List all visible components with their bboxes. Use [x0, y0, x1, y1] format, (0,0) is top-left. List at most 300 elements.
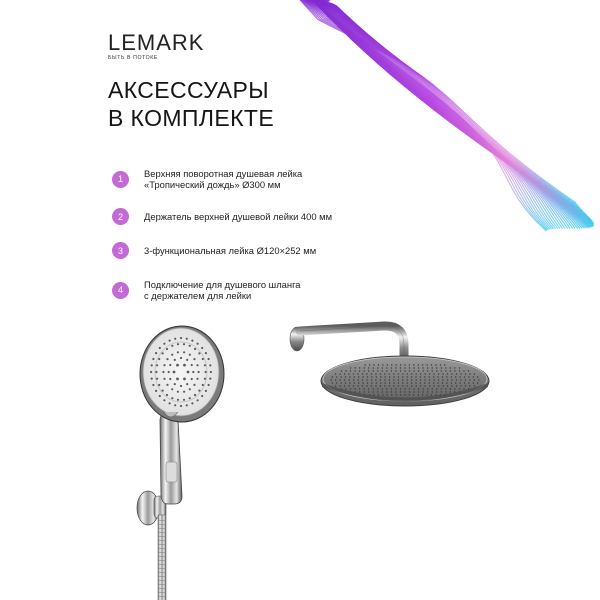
nozzle [359, 370, 360, 371]
nozzle [189, 397, 191, 399]
nozzle [166, 348, 168, 350]
nozzle [375, 373, 376, 374]
nozzle [177, 343, 179, 345]
nozzle [386, 388, 387, 389]
nozzle [459, 367, 460, 368]
nozzle [364, 391, 365, 392]
nozzle [422, 367, 423, 368]
item-text-line-2: с держателем для лейки [144, 290, 252, 301]
nozzle [469, 385, 470, 386]
nozzle [468, 370, 469, 371]
nozzle [426, 394, 427, 395]
nozzle [208, 358, 210, 360]
nozzle [332, 376, 333, 377]
nozzle [196, 378, 198, 380]
nozzle [180, 385, 182, 387]
nozzle [391, 367, 392, 368]
nozzle [150, 371, 152, 373]
brand-tagline: БЫТЬ В ПОТОКЕ [108, 55, 158, 61]
nozzle [183, 378, 186, 381]
nozzle [169, 378, 171, 380]
nozzle [378, 394, 379, 395]
nozzle [350, 367, 351, 368]
nozzle [380, 376, 381, 377]
nozzle [373, 388, 374, 389]
nozzle [400, 391, 401, 392]
nozzle [335, 373, 336, 374]
nozzle [444, 364, 445, 365]
nozzle [387, 394, 388, 395]
nozzle [445, 391, 446, 392]
nozzle [174, 404, 176, 406]
nozzle [445, 367, 446, 368]
nozzle [163, 378, 165, 380]
nozzle [416, 379, 417, 380]
nozzle [413, 364, 414, 365]
nozzle [159, 395, 161, 397]
nozzle [404, 370, 405, 371]
nozzle [385, 382, 386, 383]
nozzle [166, 394, 168, 396]
nozzle [451, 376, 452, 377]
nozzle [331, 379, 332, 380]
nozzle [404, 394, 405, 395]
nozzle [382, 367, 383, 368]
nozzle [424, 379, 425, 380]
nozzle [456, 385, 457, 386]
nozzle [445, 388, 446, 389]
nozzle [400, 370, 401, 371]
nozzle [357, 385, 358, 386]
nozzle [191, 340, 193, 342]
item-number-badge: 1 [112, 171, 129, 188]
nozzle [445, 370, 446, 371]
nozzle [183, 399, 185, 401]
nozzle [425, 385, 426, 386]
nozzle [345, 370, 346, 371]
nozzle [409, 364, 410, 365]
nozzle [436, 388, 437, 389]
nozzle [180, 337, 182, 339]
nozzle [359, 391, 360, 392]
nozzle [348, 379, 349, 380]
nozzle [345, 382, 346, 383]
nozzle [396, 364, 397, 365]
nozzle [186, 338, 188, 340]
nozzle [391, 394, 392, 395]
nozzle [363, 388, 364, 389]
nozzle [169, 402, 171, 404]
nozzle [474, 379, 475, 380]
nozzle [371, 379, 372, 380]
nozzle [386, 391, 387, 392]
nozzle [349, 382, 350, 383]
item-text-line-1: Подключение для душевого шланга [144, 279, 301, 290]
nozzle [194, 348, 196, 350]
nozzle [407, 385, 408, 386]
nozzle [382, 394, 383, 395]
nozzle [456, 373, 457, 374]
nozzle [404, 367, 405, 368]
nozzle [368, 370, 369, 371]
nozzle [358, 382, 359, 383]
nozzle [197, 399, 199, 401]
nozzle [422, 391, 423, 392]
nozzle [432, 367, 433, 368]
nozzle [407, 376, 408, 377]
nozzle [202, 358, 204, 360]
nozzle [205, 352, 207, 354]
nozzle [345, 376, 346, 377]
nozzle [460, 379, 461, 380]
nozzle [371, 376, 372, 377]
nozzle [460, 385, 461, 386]
nozzle [344, 379, 345, 380]
nozzle [163, 399, 165, 401]
nozzle [433, 385, 434, 386]
nozzle [362, 385, 363, 386]
nozzle [435, 364, 436, 365]
nozzle [377, 391, 378, 392]
nozzle [357, 379, 358, 380]
nozzle [176, 378, 179, 381]
nozzle [407, 373, 408, 374]
nozzle [155, 371, 157, 373]
nozzle [196, 364, 198, 366]
nozzle [368, 391, 369, 392]
nozzle [350, 370, 351, 371]
nozzle [382, 364, 383, 365]
nozzle [209, 364, 211, 366]
nozzle [380, 373, 381, 374]
nozzle [162, 352, 164, 354]
nozzle [413, 394, 414, 395]
nozzle [173, 371, 176, 374]
nozzle [437, 382, 438, 383]
nozzle [354, 388, 355, 389]
nozzle [368, 388, 369, 389]
nozzle [208, 384, 210, 386]
nozzle [162, 371, 164, 373]
nozzle [411, 379, 412, 380]
nozzle [442, 382, 443, 383]
nozzle [368, 367, 369, 368]
nozzle [373, 370, 374, 371]
nozzle [386, 370, 387, 371]
nozzle [433, 379, 434, 380]
nozzle [446, 382, 447, 383]
nozzle [446, 376, 447, 377]
hand-shower [137, 326, 224, 600]
nozzle [413, 367, 414, 368]
nozzle [398, 373, 399, 374]
nozzle [395, 367, 396, 368]
nozzle [201, 347, 203, 349]
nozzle [373, 391, 374, 392]
nozzle [344, 373, 345, 374]
nozzle [358, 376, 359, 377]
nozzle [469, 379, 470, 380]
nozzle [189, 354, 191, 356]
nozzle [355, 367, 356, 368]
nozzle [362, 376, 363, 377]
nozzle [395, 370, 396, 371]
nozzle [463, 370, 464, 371]
nozzle [354, 382, 355, 383]
nozzle [377, 367, 378, 368]
nozzle [158, 358, 160, 360]
item-number-badge: 3 [112, 242, 129, 259]
nozzle [365, 364, 366, 365]
nozzle [367, 376, 368, 377]
nozzle [451, 379, 452, 380]
item-text-line-1: Держатель верхней душевой лейки 400 мм [144, 211, 333, 222]
nozzle [469, 373, 470, 374]
nozzle [447, 385, 448, 386]
nozzle [151, 378, 153, 380]
nozzle [407, 379, 408, 380]
nozzle [357, 373, 358, 374]
nozzle [335, 385, 336, 386]
nozzle [341, 370, 342, 371]
nozzle [407, 382, 408, 383]
nozzle [174, 338, 176, 340]
nozzle [477, 382, 478, 383]
nozzle [389, 385, 390, 386]
nozzle [391, 391, 392, 392]
nozzle [393, 379, 394, 380]
nozzle [420, 379, 421, 380]
nozzle [413, 388, 414, 389]
nozzle [411, 376, 412, 377]
nozzle [340, 379, 341, 380]
nozzle [464, 382, 465, 383]
nozzle [377, 370, 378, 371]
nozzle [393, 385, 394, 386]
nozzle [427, 388, 428, 389]
nozzle [359, 367, 360, 368]
nozzle [375, 385, 376, 386]
nozzle [177, 391, 179, 393]
nozzle [400, 364, 401, 365]
nozzle [398, 376, 399, 377]
nozzle [395, 391, 396, 392]
nozzle [180, 357, 182, 359]
nozzle [349, 376, 350, 377]
nozzle [432, 370, 433, 371]
nozzle [447, 379, 448, 380]
nozzle [371, 382, 372, 383]
nozzle [436, 370, 437, 371]
nozzle [409, 391, 410, 392]
nozzle [210, 371, 212, 373]
nozzle [376, 376, 377, 377]
nozzle [336, 382, 337, 383]
nozzle [362, 373, 363, 374]
nozzle [402, 385, 403, 386]
nozzle [393, 376, 394, 377]
nozzle [442, 379, 443, 380]
nozzle [205, 390, 207, 392]
nozzle [451, 385, 452, 386]
nozzle [391, 364, 392, 365]
nozzle [194, 394, 196, 396]
nozzle [198, 371, 200, 373]
nozzle [201, 395, 203, 397]
nozzle [427, 367, 428, 368]
nozzle [442, 385, 443, 386]
nozzle [423, 388, 424, 389]
nozzle [437, 376, 438, 377]
nozzle [450, 388, 451, 389]
nozzle [438, 379, 439, 380]
nozzle [432, 388, 433, 389]
nozzle [404, 388, 405, 389]
nozzle [377, 388, 378, 389]
nozzle [433, 376, 434, 377]
nozzle [204, 364, 206, 366]
item-number-badge: 4 [112, 282, 129, 299]
nozzle [362, 379, 363, 380]
nozzle [422, 364, 423, 365]
nozzle [183, 343, 185, 345]
nozzle [424, 376, 425, 377]
nozzle [380, 382, 381, 383]
nozzle [393, 373, 394, 374]
nozzle [395, 388, 396, 389]
nozzle [371, 373, 372, 374]
nozzle [156, 364, 158, 366]
nozzle [400, 388, 401, 389]
nozzle [373, 367, 374, 368]
page-title-line-1: АКСЕССУАРЫ [108, 77, 270, 103]
nozzle [332, 382, 333, 383]
nozzle [339, 385, 340, 386]
nozzle [436, 367, 437, 368]
nozzle [362, 382, 363, 383]
nozzle [451, 373, 452, 374]
nozzle [384, 385, 385, 386]
nozzle [378, 364, 379, 365]
nozzle [456, 379, 457, 380]
nozzle [202, 384, 204, 386]
nozzle [169, 364, 171, 366]
nozzle [420, 382, 421, 383]
nozzle [380, 379, 381, 380]
nozzle [151, 364, 153, 366]
nozzle [376, 382, 377, 383]
nozzle [438, 385, 439, 386]
nozzle [431, 364, 432, 365]
nozzle [339, 373, 340, 374]
nozzle [477, 376, 478, 377]
nozzle [363, 370, 364, 371]
page-title-line-2: В КОМПЛЕКТЕ [108, 105, 275, 131]
nozzle [438, 373, 439, 374]
nozzle [183, 351, 185, 353]
nozzle [382, 391, 383, 392]
nozzle [366, 385, 367, 386]
nozzle [433, 373, 434, 374]
nozzle [400, 394, 401, 395]
nozzle [441, 367, 442, 368]
nozzle [389, 376, 390, 377]
item-text-line-1: 3-функциональная лейка Ø120×252 мм [144, 245, 317, 256]
nozzle [465, 385, 466, 386]
nozzle [468, 376, 469, 377]
nozzle [450, 370, 451, 371]
item-text-line-2: «Тропический дождь» Ø300 мм [144, 179, 281, 190]
nozzle [174, 383, 176, 385]
nozzle [180, 405, 182, 407]
nozzle [191, 378, 193, 380]
nozzle [171, 354, 173, 356]
nozzle [186, 404, 188, 406]
nozzle [459, 370, 460, 371]
nozzle [389, 382, 390, 383]
nozzle [418, 370, 419, 371]
nozzle [189, 388, 191, 390]
nozzle [418, 367, 419, 368]
nozzle [384, 379, 385, 380]
nozzle [353, 379, 354, 380]
nozzle [420, 376, 421, 377]
nozzle [429, 376, 430, 377]
nozzle [464, 376, 465, 377]
nozzle [402, 382, 403, 383]
nozzle [427, 370, 428, 371]
nozzle [409, 394, 410, 395]
nozzle [420, 385, 421, 386]
nozzle [366, 373, 367, 374]
nozzle [429, 382, 430, 383]
nozzle [155, 352, 157, 354]
nozzle [460, 373, 461, 374]
nozzle [447, 373, 448, 374]
nozzle [382, 388, 383, 389]
nozzle [204, 378, 206, 380]
nozzle [416, 385, 417, 386]
nozzle [348, 373, 349, 374]
nozzle [429, 379, 430, 380]
nozzle [409, 370, 410, 371]
nozzle [205, 371, 207, 373]
nozzle [335, 379, 336, 380]
nozzle [385, 376, 386, 377]
nozzle [425, 373, 426, 374]
nozzle [387, 364, 388, 365]
nozzle [409, 367, 410, 368]
nozzle [427, 391, 428, 392]
nozzle [459, 388, 460, 389]
nozzle [389, 373, 390, 374]
nozzle [473, 382, 474, 383]
nozzle [198, 352, 200, 354]
nozzle [442, 373, 443, 374]
nozzle [177, 399, 179, 401]
nozzle [442, 376, 443, 377]
nozzle [398, 379, 399, 380]
nozzle [348, 385, 349, 386]
nozzle [478, 379, 479, 380]
nozzle [162, 390, 164, 392]
nozzle [371, 385, 372, 386]
nozzle [186, 383, 188, 385]
nozzle [187, 371, 190, 374]
nozzle [391, 370, 392, 371]
nozzle [152, 358, 154, 360]
nozzle [455, 382, 456, 383]
